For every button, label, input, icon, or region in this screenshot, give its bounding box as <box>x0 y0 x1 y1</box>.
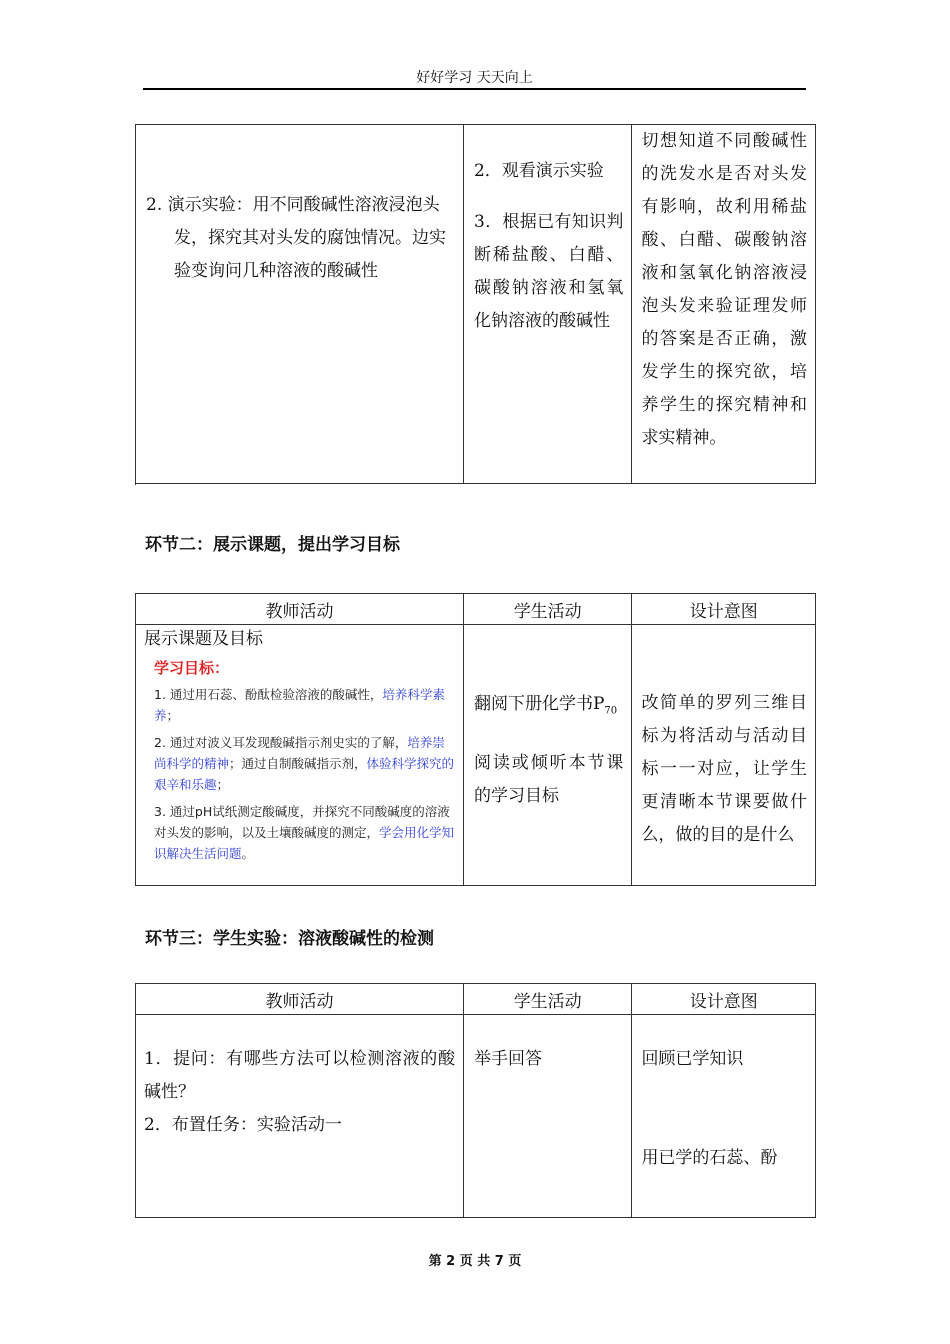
page-footer: 第 2 页 共 7 页 <box>428 1254 522 1269</box>
teacher-activity-2: 2．布置任务：实验活动一 <box>144 1115 342 1135</box>
student-activity-1: 翻阅下册化学书$P_{70}$ <box>473 694 618 717</box>
design-intent-1: 回顾已学知识 <box>641 1049 744 1069</box>
section-2-title: 环节二：展示课题，提出学习目标 <box>145 535 400 555</box>
goal-2: 2. 通过对波义耳发现酸碱指示剂史实的了解，培养崇尚科学的精神；通过自制酸碱指示剂，体验科学探究的艰辛和乐趣； <box>154 735 455 792</box>
student-activity-cell <box>463 125 631 484</box>
student-activity: 举手回答 <box>473 1049 542 1069</box>
student-activity-2: 3．根据已有知识判断稀盐酸、白醋、碳酸钠溶液和氢氧化钠溶液的酸碱性 <box>473 212 624 331</box>
col-design-header: 设计意图 <box>632 594 816 625</box>
student-activity-2: 阅读或倾听本节课的学习目标 <box>473 753 624 807</box>
col-teacher-header: 教师活动 <box>136 984 464 1015</box>
table-stub-line <box>135 483 176 485</box>
design-intent-text: 改简单的罗列三维目标为将活动与活动目标一一对应，让学生更清晰本节课要做什么，做的目的是什么 <box>641 693 807 845</box>
teacher-activity-text: 2. 演示实验：用不同酸碱性溶液浸泡头发，探究其对头发的腐蚀情况。边实验变询问几种溶液的酸碱性 <box>146 195 446 281</box>
teacher-activity-cell <box>136 625 464 886</box>
design-intent-text: 切想知道不同酸碱性的洗发水是否对头发有影响，故利用稀盐酸、白醋、碳酸钠溶液和氢氧化钠溶液浸泡头发来验证理发师的答案是否正确，激发学生的探究欲，培养学生的探究精神和求实精神。 <box>641 131 807 448</box>
student-activity-1: 2．观看演示实验 <box>473 161 604 181</box>
design-intent-cell <box>632 125 816 484</box>
section-3-title: 环节三：学生实验：溶液酸碱性的检测 <box>145 929 434 949</box>
goal-1: 1. 通过用石蕊、酚酞检验溶液的酸碱性，培养科学素养； <box>154 687 445 723</box>
col-teacher-header: 教师活动 <box>136 594 464 625</box>
goal-3: 3. 通过pH试纸测定酸碱度，并探究不同酸碱度的溶液对头发的影响，以及土壤酸碱度的测定，学会用化学知识解决生活问题。 <box>154 804 455 861</box>
col-student-header: 学生活动 <box>463 984 631 1015</box>
col-student-header: 学生活动 <box>463 594 631 625</box>
learning-goals-image <box>136 657 463 864</box>
goals-title: 学习目标： <box>154 659 230 677</box>
student-activity-cell <box>463 1015 631 1218</box>
table-section-2 <box>135 593 816 886</box>
page-header: 好好学习 天天向上 <box>143 68 806 90</box>
teacher-activity-1: 1．提问：有哪些方法可以检测溶液的酸碱性？ <box>144 1049 455 1102</box>
design-intent-2: 用已学的石蕊、酚 <box>641 1148 778 1168</box>
table-section-3 <box>135 983 816 1218</box>
student-activity-cell <box>463 625 631 886</box>
teacher-activity-cell <box>136 1015 464 1218</box>
design-intent-cell <box>632 1015 816 1218</box>
teacher-activity-cell <box>136 125 464 484</box>
table-continuation <box>135 124 816 484</box>
teacher-intro: 展示课题及目标 <box>144 629 263 649</box>
col-design-header: 设计意图 <box>632 984 816 1015</box>
design-intent-cell <box>632 625 816 886</box>
